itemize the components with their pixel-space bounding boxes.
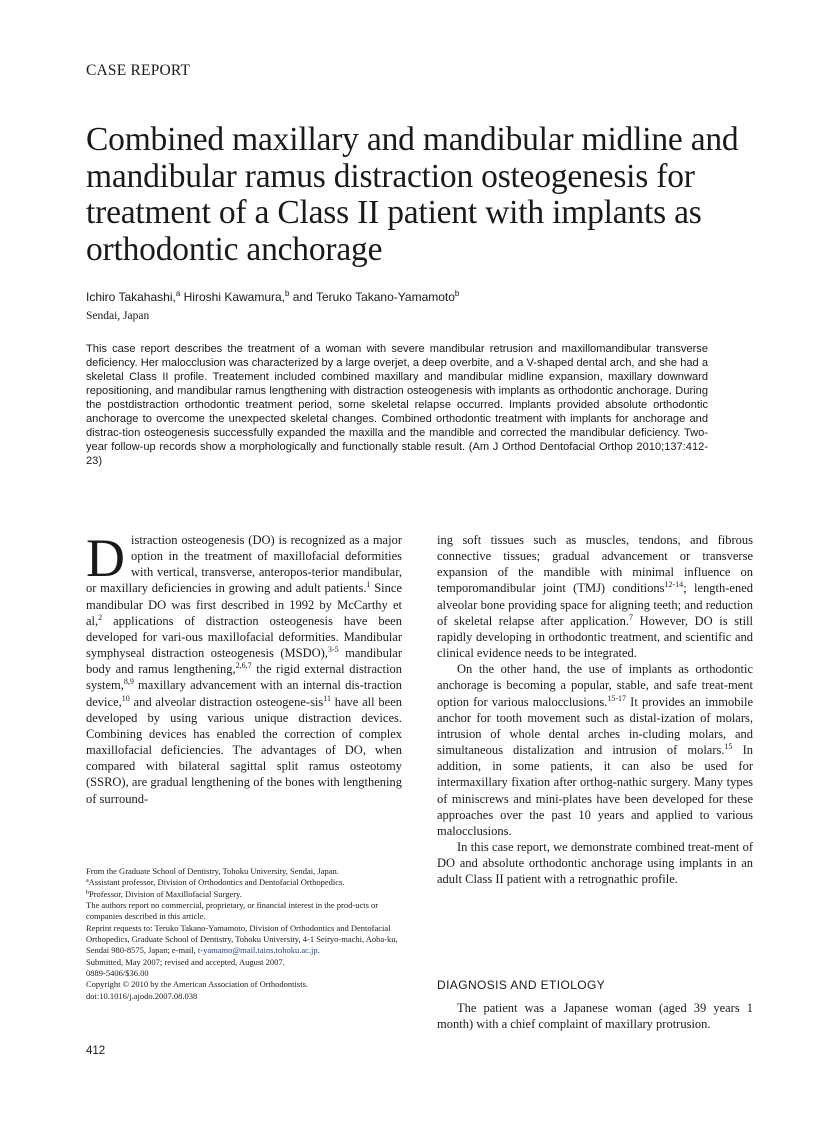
- section-label: CASE REPORT: [86, 62, 191, 79]
- intro-paragraph-1: [86, 528, 403, 807]
- page-number: 412: [86, 1045, 106, 1057]
- text-run: maxillary advancement with an internal dis-traction device,: [86, 678, 402, 709]
- text-run: have all been developed by using various unique distraction devices. Combining devices has enabled the correction of complex maxillofacial deficiencies. The advantages of DO, when compared with bilateral sagittal split ramus osteotomy (SSRO), are gradual lengthening of the bones with lengthening of surround-: [86, 694, 403, 806]
- footnote-issn: 0889-5406/$36.00: [86, 968, 149, 979]
- author-affiliation-marker: b: [285, 289, 290, 298]
- text-run: ing soft tissues such as muscles, tendons, and fibrous connective tissues; gradual advancement or transverse expansion of the mandible with minimal influence on temporomandibular joint (TMJ) conditions: [437, 533, 753, 596]
- footnote-reprint-end: .: [317, 945, 320, 956]
- author-affiliation-marker: b: [454, 289, 460, 298]
- body-column-left: [86, 528, 403, 807]
- footnote-copyright: Copyright © 2010 by the American Association of Orthodontists.: [86, 979, 309, 990]
- intro-paragraph-2: [437, 661, 753, 839]
- author-name: Hiroshi Kawamura,: [183, 290, 286, 304]
- author-separator: and: [289, 290, 316, 304]
- footnote-b: [86, 889, 402, 900]
- citation-reference[interactable]: 7: [628, 612, 633, 622]
- footnote-b-marker: b: [86, 889, 89, 896]
- footnotes: [86, 866, 402, 1002]
- footnote-a-text: Assistant professor, Division of Orthodontics and Dentofacial Orthopedics.: [88, 877, 345, 888]
- author-affiliation-marker: a: [175, 289, 181, 298]
- diagnosis-paragraph-1: The patient was a Japanese woman (aged 39 years 1 month) with a chief complaint of maxillary protrusion.: [437, 1001, 753, 1032]
- text-run: On the other hand, the use of implants as orthodontic anchorage is becoming a popular, stable, and safe treat-ment option for various malocclusions.: [437, 662, 753, 709]
- footnote-reprint-text: Reprint requests to: Teruko Takano-Yamamoto, Division of Orthodontics and Dentofacial Orthopedics, Graduate School of Dentistry, Tohoku University, 4-1 Seiryo-machi, Aoba-ku, Sendai 980-8575, Japan; e-mail,: [86, 922, 398, 956]
- footnote-doi: doi:10.1016/j.ajodo.2007.08.038: [86, 990, 198, 1001]
- text-run: It provides an immobile anchor for tooth movement such as distal-ization of molars, intrusion of whole dental arches in-cluding molars, and simultaneous distalization and intrusion of molars.: [437, 694, 753, 758]
- footnote-a: [86, 877, 402, 888]
- citation-reference[interactable]: 8,9: [123, 677, 134, 687]
- section-heading-diagnosis: DIAGNOSIS AND ETIOLOGY: [437, 978, 606, 992]
- body-column-right: [437, 532, 753, 887]
- abstract: This case report describes the treatment of a woman with severe mandibular retrusion and maxillomandibular transverse deficiency. Her malocclusion was characterized by a large overjet, a deep overbite, and a V-shaped dental arch, and she had a skeletal Class II profile. Treatement included combined maxillary and mandibular midline expansion, maxillary downward repositioning, and mandibular ramus lengthening with distraction osteogenesis with implants as orthodontic anchorage. During the postdistraction orthodontic treatment period, some skeletal relapse occurred. Implants provided absolute orthodontic anchorage to overcome the unexpected skeletal changes. Combined orthodontic treatment with implants for anchorage and distrac-tion osteogenesis successfully expanded the maxilla and the mandible and corrected the mandibular deficiency. Two-year follow-up records show a morphologically and functionally stable result. (Am J Orthod Dentofacial Orthop 2010;137:412-23): [86, 343, 708, 467]
- author-name: Ichiro Takahashi,: [86, 290, 176, 304]
- author-location: Sendai, Japan: [86, 310, 150, 322]
- drop-cap: D: [86, 528, 125, 588]
- citation-reference[interactable]: 2: [98, 612, 103, 622]
- footnote-b-text: Professor, Division of Maxillofacial Surgery.: [89, 888, 242, 899]
- citation-reference[interactable]: 12-14: [664, 580, 684, 590]
- footnote-submitted: Submitted, May 2007; revised and accepted, August 2007.: [86, 956, 285, 967]
- author-name: Teruko Takano-Yamamoto: [315, 290, 455, 304]
- intro-paragraph-3: [437, 839, 753, 887]
- text-run: In this case report, we demonstrate combined treat-ment of DO and absolute orthodontic anchorage using implants in an adult Class II patient with a retrognathic profile.: [437, 839, 753, 887]
- intro-paragraph-1-continued: [437, 532, 753, 661]
- text-run: applications of distraction osteogenesis have been developed for vari-ous maxillofacial deformities. Mandibular symphyseal distraction osteogenesis (MSDO),: [86, 613, 402, 661]
- footnote-affiliation: From the Graduate School of Dentistry, Tohoku University, Sendai, Japan.: [86, 866, 339, 876]
- text-run: In addition, in some patients, it can also be used for intermaxillary fixation after orthog-nathic surgery. Many types of miniscrews and mini-plates have been developed for these approaches over the past 10 years and applied to various malocclusions.: [437, 743, 753, 838]
- article-title: Combined maxillary and mandibular midline and mandibular ramus distraction osteogenesis for treatment of a Class II patient with implants as orthodontic anchorage: [86, 121, 739, 268]
- citation-reference[interactable]: 2,6,7: [235, 661, 252, 671]
- footnote-reprint: [86, 923, 402, 957]
- citation-reference[interactable]: 11: [323, 693, 331, 703]
- citation-reference[interactable]: 10: [121, 693, 130, 703]
- text-run: istraction osteogenesis (DO) is recognized as a major option in the treatment of maxillofacial deformities with vertical, transverse, anteropos-terior mandibular, or maxillary deficiencies in growing and adult patients.: [86, 533, 402, 596]
- footnote-a-marker: a: [86, 878, 89, 885]
- text-run: However, DO is still rapidly developing in orthodontic treatment, and scientific and clinical evidence needs to be integrated.: [437, 613, 753, 661]
- text-run: mandibular body and ramus lengthening,: [86, 646, 402, 677]
- citation-reference[interactable]: 1: [366, 580, 371, 590]
- text-run: and alveolar distraction osteogene-sis: [129, 694, 324, 709]
- citation-reference[interactable]: 15-17: [607, 693, 627, 703]
- intro-paragraph-1-text: [86, 528, 403, 806]
- author-list: [86, 290, 459, 304]
- citation-reference[interactable]: 15: [724, 742, 733, 752]
- text-run: the rigid external distraction system,: [86, 662, 402, 693]
- citation-reference[interactable]: 3-5: [327, 645, 339, 655]
- footnote-disclosure: The authors report no commercial, proprietary, or financial interest in the prod-ucts or companies described in this article.: [86, 900, 379, 922]
- text-run: Since mandibular DO was first described in 1992 by McCarthy et al,: [86, 581, 402, 628]
- text-run: ; length-ened alveolar bone providing space for aligning teeth; and reduction of skeletal relapse after application.: [437, 581, 753, 628]
- email-link[interactable]: t-yamamo@mail.tains.tohoku.ac.jp: [197, 945, 318, 956]
